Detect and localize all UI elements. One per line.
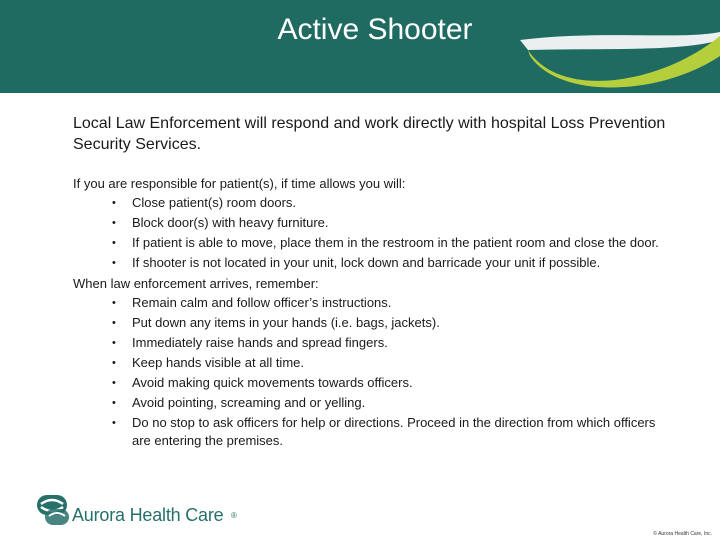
registered-mark: ®	[231, 511, 237, 520]
section2-list	[73, 294, 673, 450]
list-item: • Immediately raise hands and spread fingers.	[112, 335, 388, 350]
slide-content	[73, 113, 673, 452]
bullet-icon: •	[112, 257, 116, 269]
list-item: • Avoid pointing, screaming and or yelling.	[112, 395, 366, 410]
list-item: • Avoid making quick movements towards officers.	[112, 375, 413, 390]
list-item: • If patient is able to move, place them in the restroom in the patient room and close the door.	[112, 235, 659, 250]
bullet-icon: •	[112, 397, 116, 409]
bullet-icon: •	[112, 417, 116, 429]
page-title: Active Shooter	[277, 13, 473, 46]
header-banner	[0, 0, 720, 93]
list-item: • Put down any items in your hands (i.e. bags, jackets).	[112, 315, 440, 330]
section2-heading: When law enforcement arrives, remember:	[73, 276, 319, 291]
section1-heading: If you are responsible for patient(s), if time allows you will:	[73, 176, 406, 191]
bullet-icon: •	[112, 357, 116, 369]
logo-text: Aurora Health Care	[72, 505, 224, 525]
list-item: • Close patient(s) room doors.	[112, 195, 297, 210]
intro-text: Local Law Enforcement will respond and work directly with hospital Loss Prevention Security Services.	[73, 115, 666, 153]
section1-list	[73, 194, 673, 272]
bullet-icon: •	[112, 317, 116, 329]
bullet-icon: •	[112, 237, 116, 249]
bullet-icon: •	[112, 217, 116, 229]
list-item: • Keep hands visible at all time.	[112, 355, 304, 370]
bullet-icon: •	[112, 197, 116, 209]
list-item: • Remain calm and follow officer’s instructions.	[112, 295, 392, 310]
list-item: • Block door(s) with heavy furniture.	[112, 215, 329, 230]
bullet-icon: •	[112, 297, 116, 309]
list-item: • If shooter is not located in your unit, lock down and barricade your unit if possible.	[112, 255, 601, 270]
list-item: • Do no stop to ask officers for help or directions. Proceed in the direction from which officers are entering the premises.	[112, 415, 656, 448]
copyright-notice: © Aurora Health Care, Inc.	[653, 531, 712, 537]
bullet-icon: •	[112, 377, 116, 389]
bullet-icon: •	[112, 337, 116, 349]
